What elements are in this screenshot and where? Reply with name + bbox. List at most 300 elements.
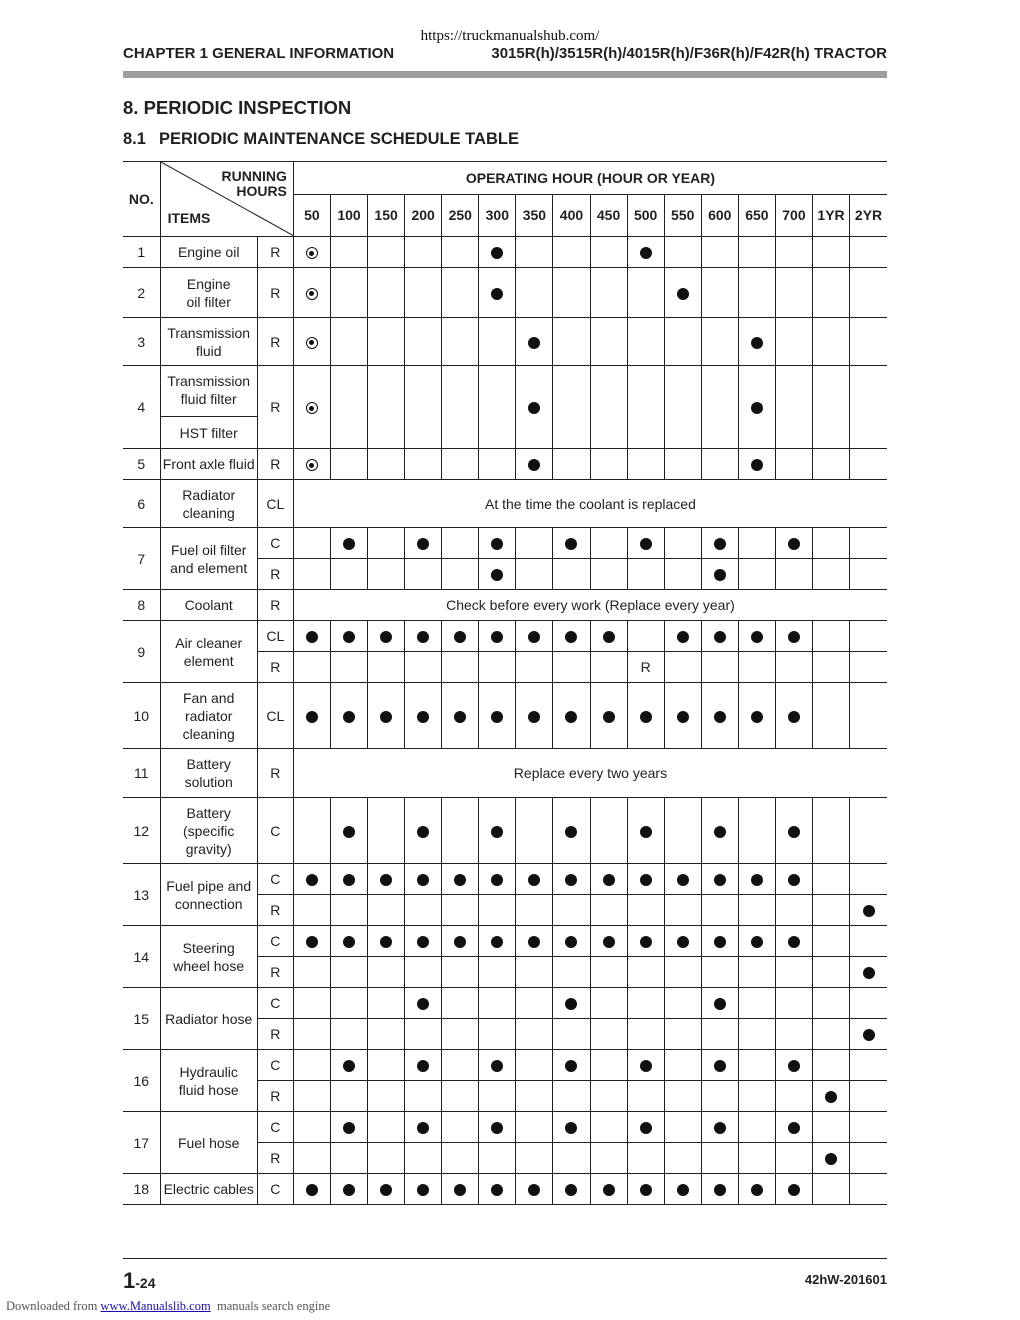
- first-service-circle-icon: [306, 247, 318, 259]
- filled-circle-icon: [788, 1060, 800, 1072]
- manualslib-link[interactable]: www.Manualslib.com: [100, 1299, 211, 1313]
- items-running-hours-header: [160, 162, 293, 237]
- schedule-cell: [330, 528, 367, 559]
- subsection-number: 8.1: [123, 130, 146, 148]
- footer-rule: [123, 1258, 887, 1259]
- schedule-cell: [405, 683, 442, 749]
- schedule-cell: [516, 237, 553, 268]
- filled-circle-icon: [491, 288, 503, 300]
- schedule-cell: [627, 864, 664, 895]
- filled-circle-icon: [528, 402, 540, 414]
- maintenance-schedule-table: [123, 161, 887, 1205]
- schedule-cell: [442, 926, 479, 957]
- table-row: [123, 237, 887, 268]
- item-name-line: wheel hose: [173, 957, 245, 974]
- schedule-cell: [553, 621, 590, 652]
- schedule-cell: [368, 1019, 405, 1050]
- schedule-cell: [850, 926, 887, 957]
- schedule-cell: [516, 621, 553, 652]
- schedule-cell: [701, 988, 738, 1019]
- schedule-cell: [405, 1174, 442, 1205]
- item-name: [160, 864, 257, 926]
- filled-circle-icon: [714, 538, 726, 550]
- schedule-cell: [330, 652, 367, 683]
- schedule-cell: [368, 864, 405, 895]
- schedule-cell: [553, 988, 590, 1019]
- filled-circle-icon: [640, 247, 652, 259]
- schedule-cell: [627, 988, 664, 1019]
- schedule-cell: [405, 449, 442, 480]
- filled-circle-icon: [788, 711, 800, 723]
- filled-circle-icon: [714, 1122, 726, 1134]
- schedule-cell: [293, 864, 330, 895]
- hours-label: HOURS: [236, 183, 287, 199]
- item-name-line: Radiator hose: [165, 1010, 253, 1027]
- schedule-cell: [479, 798, 516, 864]
- item-name: [160, 366, 257, 449]
- schedule-cell: [812, 1019, 849, 1050]
- schedule-cell: [701, 528, 738, 559]
- row-number: 9: [123, 621, 160, 683]
- filled-circle-icon: [640, 1184, 652, 1196]
- filled-circle-icon: [751, 874, 763, 886]
- schedule-cell: [330, 268, 367, 318]
- schedule-cell: [738, 652, 775, 683]
- schedule-cell: [516, 1143, 553, 1174]
- hour-column-header: 100: [330, 194, 367, 236]
- service-action: R: [257, 318, 293, 366]
- schedule-cell: [553, 798, 590, 864]
- schedule-cell: [516, 1019, 553, 1050]
- schedule-cell: [368, 798, 405, 864]
- schedule-cell: [775, 318, 812, 366]
- page-number: [123, 1268, 155, 1294]
- row-number: 7: [123, 528, 160, 590]
- filled-circle-icon: [528, 337, 540, 349]
- item-name-line: Fuel hose: [177, 1134, 240, 1151]
- filled-circle-icon: [343, 631, 355, 643]
- schedule-cell: [738, 1081, 775, 1112]
- schedule-cell: [701, 798, 738, 864]
- schedule-cell: [590, 895, 627, 926]
- schedule-cell: [442, 988, 479, 1019]
- schedule-cell: [368, 926, 405, 957]
- schedule-cell: [812, 798, 849, 864]
- service-action: C: [257, 1112, 293, 1143]
- schedule-cell: [664, 1174, 701, 1205]
- row-number: 13: [123, 864, 160, 926]
- schedule-cell: [479, 237, 516, 268]
- schedule-cell: [368, 652, 405, 683]
- schedule-cell: [738, 528, 775, 559]
- schedule-cell: [516, 318, 553, 366]
- table-row: [123, 366, 887, 449]
- hour-column-header: 500: [627, 194, 664, 236]
- download-suffix: manuals search engine: [216, 1299, 331, 1313]
- schedule-cell: [553, 957, 590, 988]
- service-action: R: [257, 559, 293, 590]
- schedule-cell: [627, 559, 664, 590]
- filled-circle-icon: [491, 538, 503, 550]
- header-row: [123, 162, 887, 195]
- filled-circle-icon: [714, 936, 726, 948]
- schedule-cell: [405, 559, 442, 590]
- filled-circle-icon: [491, 936, 503, 948]
- schedule-cell: [293, 652, 330, 683]
- row-number: 18: [123, 1174, 160, 1205]
- page-sub-number: -24: [135, 1275, 156, 1291]
- schedule-cell: [701, 864, 738, 895]
- schedule-cell: [405, 237, 442, 268]
- schedule-cell: [627, 1019, 664, 1050]
- schedule-cell: [812, 1112, 849, 1143]
- schedule-cell: [775, 528, 812, 559]
- model-list: 3015R(h)/3515R(h)/4015R(h)/F36R(h)/F42R(h) TRACTOR: [491, 45, 887, 62]
- schedule-cell: [405, 798, 442, 864]
- schedule-cell: [590, 683, 627, 749]
- schedule-cell: [368, 559, 405, 590]
- filled-circle-icon: [454, 631, 466, 643]
- schedule-cell: [738, 864, 775, 895]
- schedule-cell: [553, 864, 590, 895]
- schedule-cell: [738, 1019, 775, 1050]
- source-url[interactable]: https://truckmanualshub.com/: [420, 28, 600, 44]
- schedule-cell: [516, 1112, 553, 1143]
- schedule-cell: [812, 268, 849, 318]
- hour-column-header: 400: [553, 194, 590, 236]
- item-name-line: Battery: [186, 756, 231, 772]
- filled-circle-icon: [677, 631, 689, 643]
- schedule-cell: [775, 366, 812, 449]
- item-name: [160, 988, 257, 1050]
- filled-circle-icon: [491, 874, 503, 886]
- schedule-cell: [701, 366, 738, 449]
- schedule-cell: [368, 449, 405, 480]
- schedule-cell: [627, 683, 664, 749]
- schedule-cell: [330, 1081, 367, 1112]
- item-name-line: and element: [170, 559, 248, 576]
- filled-circle-icon: [380, 631, 392, 643]
- filled-circle-icon: [565, 1060, 577, 1072]
- filled-circle-icon: [788, 936, 800, 948]
- schedule-cell: [368, 1050, 405, 1081]
- filled-circle-icon: [751, 402, 763, 414]
- filled-circle-icon: [343, 874, 355, 886]
- filled-circle-icon: [491, 247, 503, 259]
- filled-circle-icon: [751, 631, 763, 643]
- filled-circle-icon: [714, 826, 726, 838]
- schedule-cell: [664, 621, 701, 652]
- schedule-cell: [405, 1019, 442, 1050]
- filled-circle-icon: [677, 288, 689, 300]
- filled-circle-icon: [863, 1029, 875, 1041]
- schedule-cell: [516, 449, 553, 480]
- schedule-cell: [701, 1050, 738, 1081]
- schedule-cell: [627, 268, 664, 318]
- item-name-line: radiator: [184, 707, 233, 724]
- schedule-cell: [850, 237, 887, 268]
- schedule-cell: [701, 652, 738, 683]
- running-hours-label: [222, 169, 287, 199]
- service-action: R: [257, 1081, 293, 1112]
- schedule-cell: [627, 957, 664, 988]
- schedule-cell: [812, 318, 849, 366]
- schedule-cell: [442, 449, 479, 480]
- schedule-cell: [627, 926, 664, 957]
- schedule-cell: [516, 957, 553, 988]
- service-action: R: [257, 237, 293, 268]
- filled-circle-icon: [714, 569, 726, 581]
- schedule-cell: [368, 621, 405, 652]
- filled-circle-icon: [306, 711, 318, 723]
- table-row: [123, 864, 887, 895]
- filled-circle-icon: [751, 459, 763, 471]
- service-action: R: [257, 268, 293, 318]
- items-label: ITEMS: [167, 210, 211, 226]
- schedule-cell: [479, 988, 516, 1019]
- schedule-cell: [442, 1174, 479, 1205]
- schedule-cell: [442, 318, 479, 366]
- row-number: 2: [123, 268, 160, 318]
- schedule-cell: [775, 926, 812, 957]
- schedule-cell: [850, 988, 887, 1019]
- schedule-cell: [850, 559, 887, 590]
- schedule-cell: [775, 1112, 812, 1143]
- filled-circle-icon: [491, 826, 503, 838]
- service-action: CL: [257, 480, 293, 528]
- schedule-cell: [590, 1143, 627, 1174]
- schedule-cell: [442, 366, 479, 449]
- schedule-cell: [812, 1174, 849, 1205]
- header-rule: [123, 71, 887, 78]
- filled-circle-icon: [788, 826, 800, 838]
- schedule-cell: [442, 1112, 479, 1143]
- schedule-cell: [664, 318, 701, 366]
- schedule-cell: [293, 957, 330, 988]
- service-action: R: [257, 1143, 293, 1174]
- schedule-cell: [812, 988, 849, 1019]
- schedule-cell: [442, 528, 479, 559]
- schedule-cell: [516, 1050, 553, 1081]
- schedule-cell: [293, 318, 330, 366]
- schedule-cell: [405, 621, 442, 652]
- filled-circle-icon: [454, 1184, 466, 1196]
- filled-circle-icon: [417, 826, 429, 838]
- filled-circle-icon: [640, 936, 652, 948]
- schedule-cell: [775, 1019, 812, 1050]
- schedule-cell: [738, 559, 775, 590]
- first-service-circle-icon: [306, 402, 318, 414]
- schedule-cell: [405, 988, 442, 1019]
- schedule-cell: [479, 652, 516, 683]
- schedule-cell: [553, 683, 590, 749]
- schedule-cell: [850, 621, 887, 652]
- schedule-note: At the time the coolant is replaced: [293, 480, 887, 528]
- item-name-line: fluid hose: [178, 1081, 239, 1098]
- download-prefix: Downloaded from: [6, 1299, 98, 1313]
- schedule-cell: [738, 621, 775, 652]
- item-name-line: cleaning: [182, 504, 235, 521]
- schedule-cell: [775, 1143, 812, 1174]
- schedule-cell: [850, 1112, 887, 1143]
- schedule-cell: [850, 864, 887, 895]
- schedule-cell: [516, 559, 553, 590]
- service-action: R: [257, 957, 293, 988]
- schedule-cell: [553, 1019, 590, 1050]
- schedule-cell: [479, 1143, 516, 1174]
- schedule-cell: [590, 1174, 627, 1205]
- schedule-cell: [442, 652, 479, 683]
- row-number: 6: [123, 480, 160, 528]
- schedule-cell: [701, 449, 738, 480]
- filled-circle-icon: [603, 711, 615, 723]
- filled-circle-icon: [603, 1184, 615, 1196]
- schedule-cell: [850, 268, 887, 318]
- schedule-cell: [368, 1174, 405, 1205]
- filled-circle-icon: [825, 1091, 837, 1103]
- schedule-cell: [479, 559, 516, 590]
- schedule-cell: [516, 683, 553, 749]
- item-name-line: Transmission: [167, 324, 251, 341]
- filled-circle-icon: [454, 874, 466, 886]
- filled-circle-icon: [343, 1122, 355, 1134]
- schedule-cell: [664, 366, 701, 449]
- schedule-cell: [664, 652, 701, 683]
- schedule-cell: [775, 449, 812, 480]
- schedule-cell: [553, 926, 590, 957]
- schedule-cell: [330, 1174, 367, 1205]
- schedule-cell: [701, 318, 738, 366]
- schedule-cell: [442, 895, 479, 926]
- item-name: [160, 1050, 257, 1112]
- schedule-cell: [293, 1019, 330, 1050]
- schedule-cell: [442, 1081, 479, 1112]
- filled-circle-icon: [565, 1122, 577, 1134]
- schedule-cell: [627, 1143, 664, 1174]
- schedule-cell: [330, 559, 367, 590]
- schedule-cell: [330, 895, 367, 926]
- hour-column-header: 350: [516, 194, 553, 236]
- filled-circle-icon: [417, 711, 429, 723]
- item-name-line: cleaning: [182, 725, 235, 742]
- schedule-cell: [405, 926, 442, 957]
- schedule-cell: [293, 895, 330, 926]
- schedule-cell: [293, 268, 330, 318]
- schedule-cell: [553, 1174, 590, 1205]
- schedule-cell: [553, 268, 590, 318]
- schedule-cell: [738, 268, 775, 318]
- schedule-cell: [516, 926, 553, 957]
- schedule-cell: [516, 1081, 553, 1112]
- row-number: 11: [123, 749, 160, 798]
- schedule-cell: [330, 926, 367, 957]
- schedule-cell: [479, 1112, 516, 1143]
- item-name-line: element: [183, 652, 234, 669]
- item-name-line: Electric cables: [163, 1181, 254, 1197]
- schedule-cell: [775, 957, 812, 988]
- schedule-cell: [368, 366, 405, 449]
- schedule-cell: [405, 1143, 442, 1174]
- schedule-cell: [775, 1081, 812, 1112]
- schedule-cell: [368, 1112, 405, 1143]
- schedule-cell: [664, 268, 701, 318]
- schedule-cell: [553, 528, 590, 559]
- item-name: [160, 749, 257, 798]
- row-number: 4: [123, 366, 160, 449]
- schedule-cell: [701, 621, 738, 652]
- schedule-cell: [775, 988, 812, 1019]
- item-name-line: gravity): [185, 840, 232, 857]
- schedule-cell: [516, 988, 553, 1019]
- schedule-cell: [627, 652, 664, 683]
- schedule-cell: [850, 957, 887, 988]
- schedule-cell: [553, 366, 590, 449]
- filled-circle-icon: [751, 936, 763, 948]
- schedule-cell: [775, 1174, 812, 1205]
- schedule-cell: [627, 528, 664, 559]
- document-code: 42hW-201601: [804, 1272, 887, 1287]
- schedule-cell: [701, 268, 738, 318]
- schedule-cell: [553, 559, 590, 590]
- filled-circle-icon: [380, 874, 392, 886]
- item-name: [160, 318, 257, 366]
- schedule-cell: [664, 1019, 701, 1050]
- schedule-cell: [590, 798, 627, 864]
- schedule-cell: [293, 237, 330, 268]
- schedule-note: Check before every work (Replace every year): [293, 590, 887, 621]
- schedule-cell: [368, 528, 405, 559]
- schedule-cell: [479, 268, 516, 318]
- first-service-circle-icon: [306, 288, 318, 300]
- hour-column-header: 650: [738, 194, 775, 236]
- schedule-cell: [590, 652, 627, 683]
- item-name-line: (specific: [183, 822, 235, 839]
- filled-circle-icon: [863, 905, 875, 917]
- schedule-cell: [479, 1081, 516, 1112]
- item-name: [160, 528, 257, 590]
- schedule-cell: [627, 237, 664, 268]
- filled-circle-icon: [454, 711, 466, 723]
- schedule-cell: [405, 366, 442, 449]
- schedule-cell: [664, 449, 701, 480]
- schedule-cell: [590, 366, 627, 449]
- schedule-cell: [293, 366, 330, 449]
- table-row: [123, 926, 887, 957]
- schedule-cell: [553, 1050, 590, 1081]
- schedule-cell: [330, 988, 367, 1019]
- row-number: 12: [123, 798, 160, 864]
- hour-column-header: 700: [775, 194, 812, 236]
- schedule-cell: [330, 683, 367, 749]
- filled-circle-icon: [306, 631, 318, 643]
- schedule-cell: [330, 621, 367, 652]
- schedule-cell: [850, 1081, 887, 1112]
- schedule-cell: [405, 895, 442, 926]
- filled-circle-icon: [677, 936, 689, 948]
- item-name: [160, 683, 257, 749]
- schedule-cell: [330, 957, 367, 988]
- schedule-cell: [775, 652, 812, 683]
- filled-circle-icon: [863, 967, 875, 979]
- schedule-cell: [627, 1112, 664, 1143]
- schedule-cell: [553, 1081, 590, 1112]
- schedule-cell: [553, 895, 590, 926]
- filled-circle-icon: [565, 1184, 577, 1196]
- subsection-title: [123, 130, 519, 149]
- filled-circle-icon: [714, 874, 726, 886]
- item-name-line: fluid filter: [180, 391, 237, 407]
- item-name-line: Steering: [182, 939, 235, 956]
